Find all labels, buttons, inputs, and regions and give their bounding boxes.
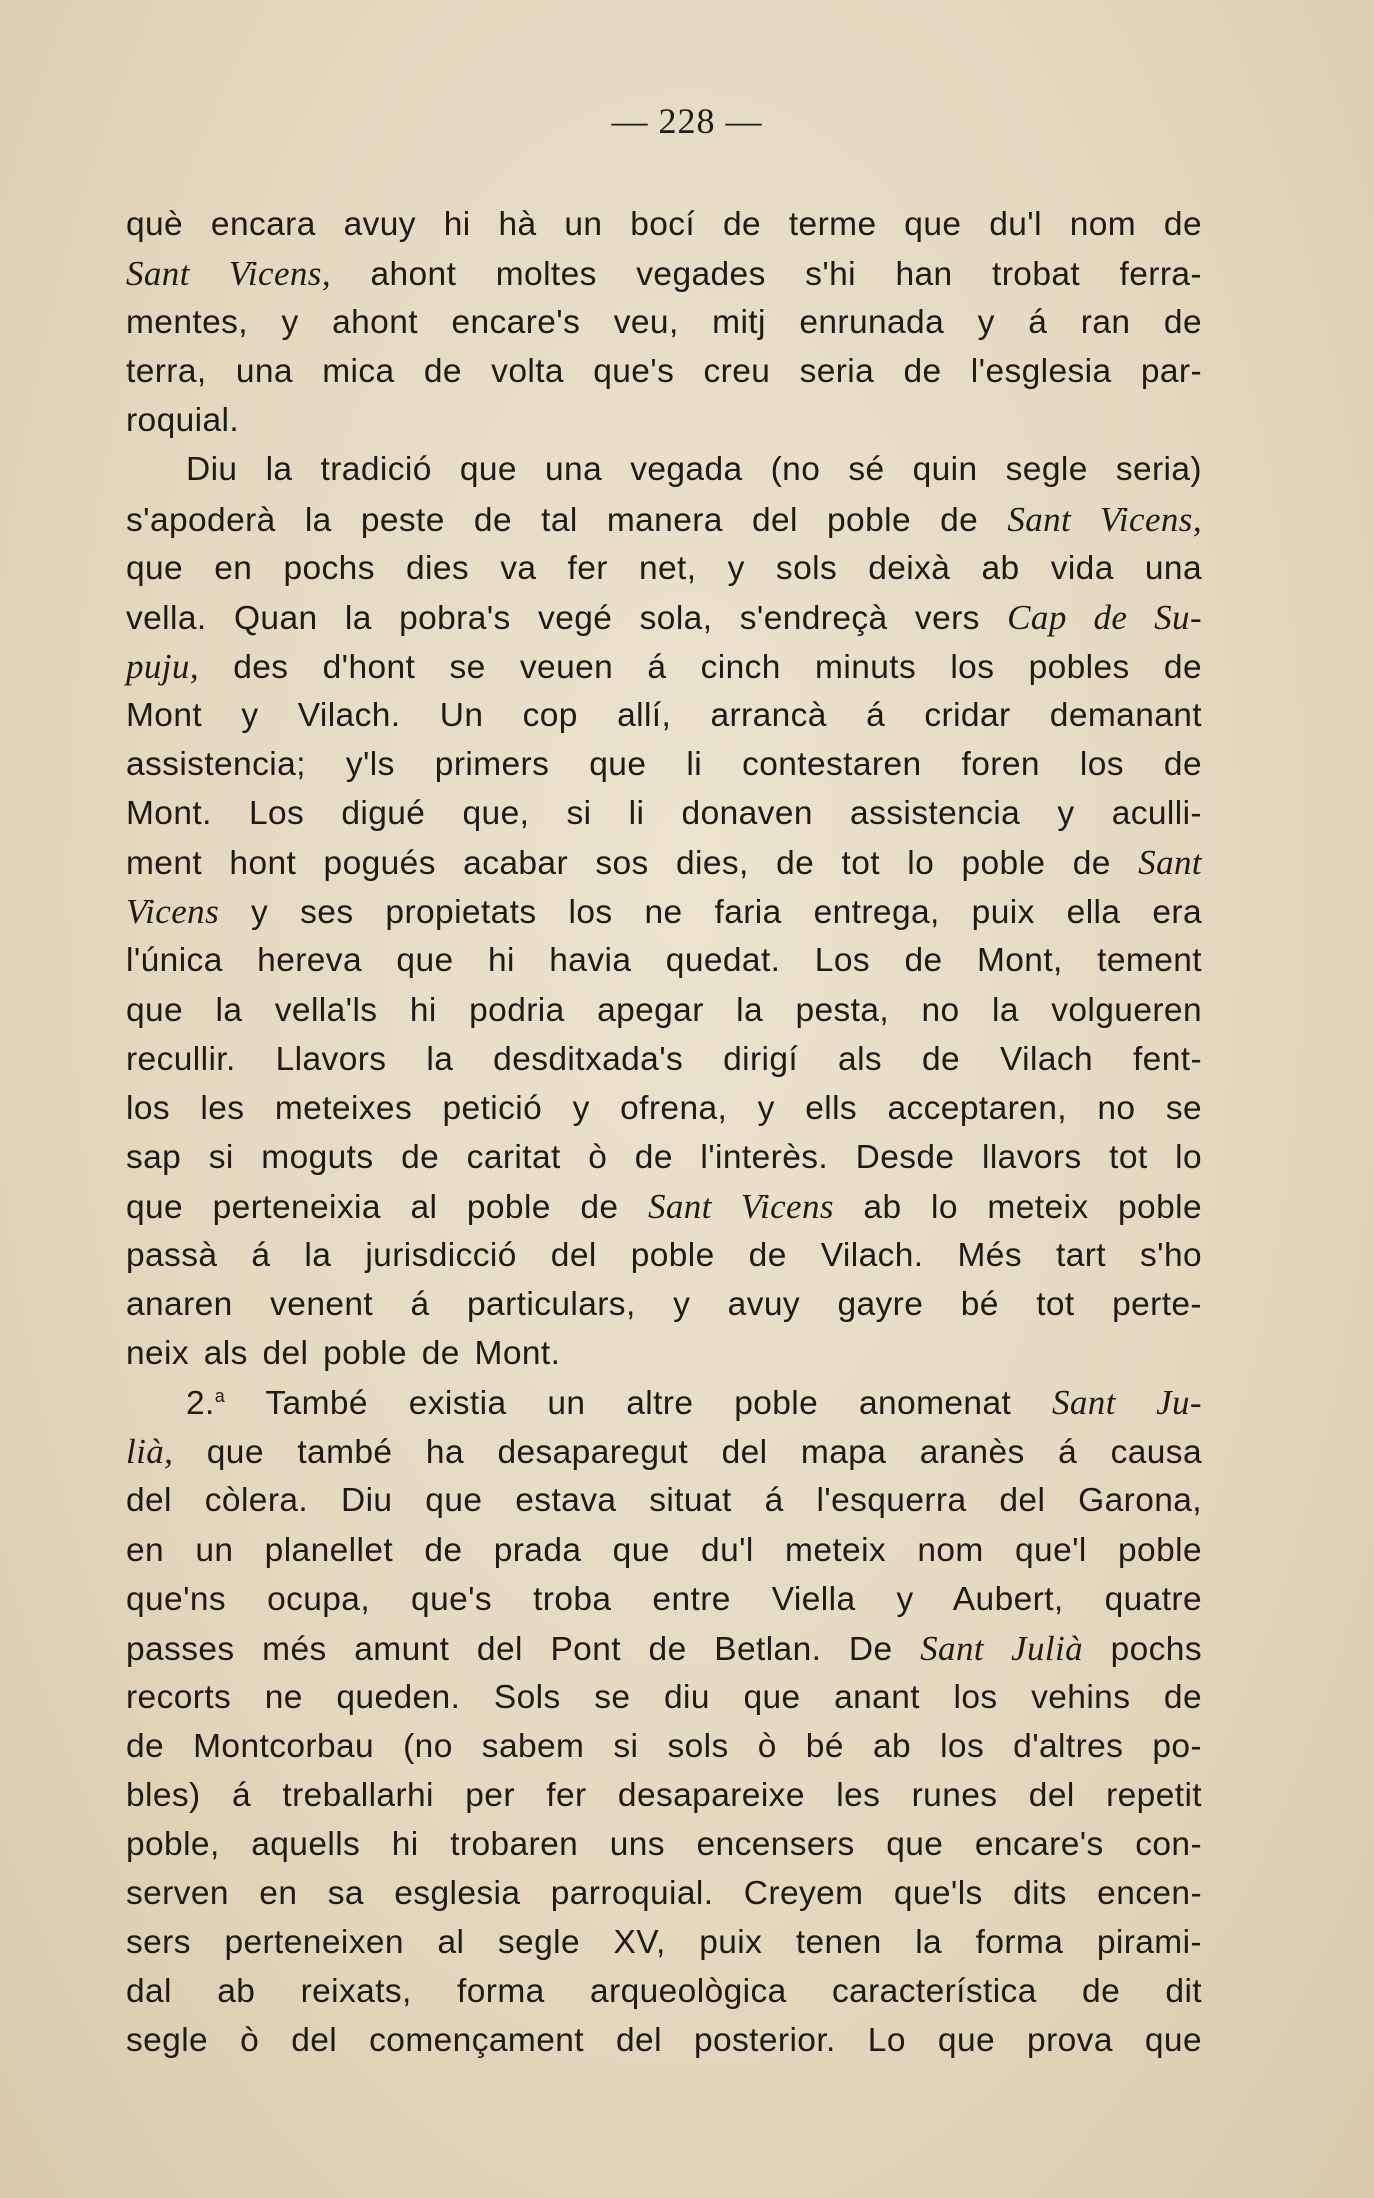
text-span: Mont y Vilach. Un cop allí, arrancà á cridar demanant <box>126 696 1202 734</box>
text-span: ahont moltes vegades s'hi han trobat ferra- <box>330 256 1202 294</box>
text-line <box>126 1918 1202 1967</box>
text-line <box>126 1182 1202 1231</box>
text-span: l'única hereva que hi havia quedat. Los de Mont, tement <box>126 942 1202 980</box>
italic-text: Sant <box>1138 843 1202 883</box>
text-line <box>126 1476 1202 1525</box>
text-span: segle ò del començament del posterior. Lo que prova que <box>126 2022 1202 2060</box>
text-line <box>126 1427 1202 1476</box>
text-span: des d'hont se veuen á cinch minuts los pobles de <box>198 648 1202 686</box>
text-line <box>126 495 1202 544</box>
text-line <box>126 789 1202 838</box>
text-line <box>126 1575 1202 1624</box>
text-span: assistencia; y'ls primers que li contestaren foren los de <box>126 746 1202 784</box>
italic-text: Sant Vicens, <box>1007 499 1202 539</box>
text-span: que també ha desaparegut del mapa aranès á causa <box>173 1434 1202 1472</box>
text-line <box>126 1035 1202 1084</box>
text-span: ment hont pogués acabar sos dies, de tot lo poble de <box>126 845 1139 883</box>
text-span: serven en sa esglesia parroquial. Creyem que'ls dits encen- <box>126 1875 1202 1913</box>
text-span: y ses propietats los ne faria entrega, puix ella era <box>219 894 1202 932</box>
text-span: poble, aquells hi trobaren uns encensers que encare's con- <box>126 1826 1202 1864</box>
text-span: Mont. Los digué que, si li donaven assistencia y aculli- <box>126 795 1202 833</box>
text-span: sers perteneixen al segle XV, puix tenen la forma pirami- <box>126 1924 1202 1962</box>
text-span: mentes, y ahont encare's veu, mitj enrunada y á ran de <box>126 304 1202 342</box>
text-span: passà á la jurisdicció del poble de Vilach. Més tart s'ho <box>126 1236 1202 1274</box>
text-span: Diu la tradició que una vegada (no sé quin segle seria) <box>186 451 1202 489</box>
text-span: bles) á treballarhi per fer desapareixe les runes del repetit <box>126 1777 1202 1814</box>
text-span: 2. <box>186 1385 215 1423</box>
page-number: — 228 — <box>611 101 763 141</box>
text-line <box>126 1624 1202 1673</box>
text-line <box>126 396 1202 445</box>
text-line <box>126 936 1202 985</box>
text-span: del còlera. Diu que estava situat á l'esquerra del Garona, <box>126 1482 1202 1520</box>
text-span: anaren venent á particulars, y avuy gayre bé tot perte- <box>126 1286 1202 1324</box>
text-span: que la vella'ls hi podria apegar la pesta, no la volgueren <box>126 991 1202 1029</box>
italic-text: Sant Vicens <box>647 1186 834 1226</box>
italic-text: Sant Vicens, <box>126 254 331 294</box>
italic-text: puju, <box>126 646 199 686</box>
text-line <box>126 642 1202 691</box>
text-span: los les meteixes petició y ofrena, y ells acceptaren, no se <box>126 1089 1202 1127</box>
text-line <box>126 1967 1202 2016</box>
text-line <box>126 1673 1202 1722</box>
text-line <box>126 1820 1202 1869</box>
text-line <box>126 1771 1202 1820</box>
text-span: roquial. <box>126 402 240 440</box>
text-span: vella. Quan la pobra's vegé sola, s'endreçà vers <box>126 599 1008 637</box>
text-span: recullir. Llavors la desditxada's dirigí als de Vilach fent- <box>126 1040 1202 1078</box>
text-line <box>126 200 1202 249</box>
text-line <box>126 1526 1202 1575</box>
text-span: que en pochs dies va fer net, y sols deixà ab vida una <box>126 549 1202 587</box>
text-line <box>126 544 1202 593</box>
text-line <box>126 1231 1202 1280</box>
text-line <box>126 691 1202 740</box>
text-line <box>126 986 1202 1035</box>
text-span: ab lo meteix poble <box>833 1188 1202 1226</box>
text-line <box>126 1133 1202 1182</box>
italic-text: lià, <box>126 1432 174 1472</box>
text-line <box>126 1722 1202 1771</box>
italic-text: Cap de Su- <box>1007 597 1202 637</box>
superscript-text: a <box>214 1386 226 1407</box>
text-line <box>126 740 1202 789</box>
italic-text: Sant Ju- <box>1052 1383 1202 1423</box>
text-span: neix als del poble de Mont. <box>126 1335 561 1373</box>
italic-text: Sant Julià <box>920 1628 1083 1668</box>
text-span: de Montcorbau (no sabem si sols ò bé ab los d'altres po- <box>126 1727 1202 1765</box>
text-line <box>126 1280 1202 1329</box>
text-span: terra, una mica de volta que's creu seria de l'esglesia par- <box>126 353 1202 391</box>
text-span: què encara avuy hi hà un bocí de terme que du'l nom de <box>126 206 1202 243</box>
text-line <box>126 2016 1202 2065</box>
text-line <box>126 249 1202 298</box>
text-span: pochs <box>1083 1630 1202 1668</box>
text-line <box>126 1378 1202 1427</box>
text-span: en un planellet de prada que du'l meteix nom que'l poble <box>126 1531 1202 1569</box>
text-span: També existia un altre poble anomenat <box>225 1385 1052 1423</box>
text-span: recorts ne queden. Sols se diu que anant los vehins de <box>126 1678 1202 1716</box>
text-span: s'apoderà la peste de tal manera del poble de <box>126 501 1008 539</box>
text-span: sap si moguts de caritat ò de l'interès. Desde llavors tot lo <box>126 1138 1202 1176</box>
text-line <box>126 593 1202 642</box>
text-line <box>126 838 1202 887</box>
text-line <box>126 298 1202 347</box>
text-line <box>126 347 1202 396</box>
text-line <box>126 887 1202 936</box>
text-line <box>126 1869 1202 1918</box>
text-line <box>126 445 1202 494</box>
italic-text: Vicens <box>126 892 220 932</box>
text-span: que perteneixia al poble de <box>126 1188 648 1226</box>
text-span: que'ns ocupa, que's troba entre Viella y Aubert, quatre <box>126 1580 1202 1618</box>
text-line <box>126 1084 1202 1133</box>
text-span: dal ab reixats, forma arqueològica característica de dit <box>126 1973 1202 2011</box>
body-text <box>126 200 1202 2066</box>
text-line <box>126 1329 1202 1378</box>
text-span: passes més amunt del Pont de Betlan. De <box>126 1630 921 1668</box>
